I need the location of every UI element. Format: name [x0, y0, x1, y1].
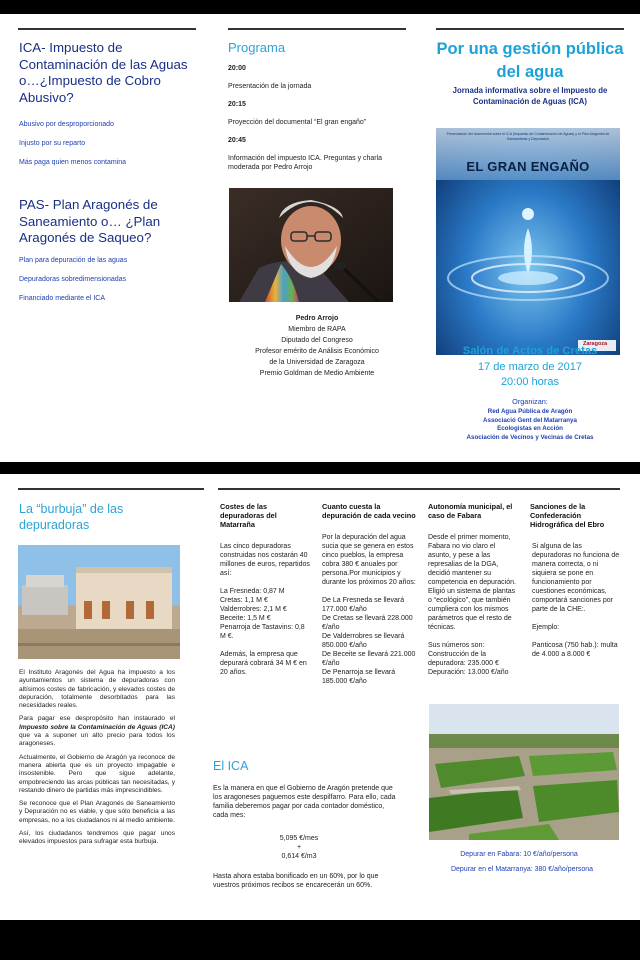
el-ica-text: Es la manera en que el Gobierno de Aragón pretende que los aragoneses paguemos este despilfarro. Para ello, cada familia deberemos pagar por cada contador doméstico, cada mes:: [213, 785, 396, 819]
brochure-page-front: [0, 14, 640, 462]
event-venue: Salón de Actos de Cretas: [462, 345, 598, 357]
cuanto-item-3: De Valderrobres se llevará 850.000 €/año: [322, 633, 405, 649]
cuanto-section: [322, 502, 416, 686]
organizan-label: Organizan:: [512, 397, 548, 406]
autonomia-text: Desde el primer momento, Fabara no vio claro el asunto, y pese a las represalias de la DGA, decidió mantener su competencia en depuración. Eligió un sistema de plantas o “ecológico”, que también cumpliera con los mismos parámetros que el resto de técnicas.: [428, 534, 516, 631]
costes-section: [220, 502, 312, 677]
pas-title: PAS- Plan Aragonés de Saneamiento o… ¿Plan Aragonés de Saqueo?: [19, 197, 161, 245]
costes-intro: Las cinco depuradoras construidas nos costarán 40 millones de euros, repartidos así:: [220, 543, 310, 577]
speaker-bio-2: Diputado del Congreso: [281, 337, 353, 344]
coste-item-4: Beceite: 1,5 M €: [220, 615, 271, 622]
speaker-bio-4: de la Universidad de Zaragoza: [269, 359, 365, 366]
organizer-2: Associació Gent del Matarranya: [483, 416, 577, 424]
divider: [18, 488, 204, 490]
cuanto-item-4: De Beceite se llevará 221.000 €/año: [322, 651, 416, 667]
sanciones-example: Panticosa (750 hab.): multa de 4.000 a 8.000 €: [532, 642, 618, 658]
program-text-1: Presentación de la jornada: [228, 83, 312, 90]
treatment-plant-illustration: [18, 545, 180, 659]
burbuja-paragraph-1: El Instituto Aragonés del Agua ha impuesto a los ayuntamientos un sistema de depuradoras con altísimos costes de fabricación, y elevados costes de depuración, totalmente desorbitados para las necesidades reales.: [19, 669, 175, 710]
burbuja-paragraph-3: Actualmente, el Gobierno de Aragón ya reconoce de manera abierta que es un proyecto impagable e insostenible. Pero que sigue adelante, empobreciendo las arcas públicas tan necesitadas, y restando dinero de partidas más imprescindibles.: [19, 753, 175, 794]
speaker-bio-3: Profesor emérito de Análisis Económico: [255, 348, 379, 355]
speaker-photo: [229, 188, 393, 302]
event-details: [436, 344, 624, 442]
autonomia-number-2: Depuración: 13.000 €/año: [428, 669, 509, 676]
program-text-2: Proyección del documental “El gran engaño”: [228, 119, 367, 126]
cuanto-item-2: De Cretas se llevará 228.000 €/año: [322, 615, 413, 631]
speaker-info: [228, 314, 406, 378]
sanciones-heading: Sanciones de la Confederación Hidrográfica del Ebro: [530, 502, 605, 529]
speaker-portrait-illustration: [229, 188, 393, 302]
organizer-3: Ecologistas en Acción: [497, 425, 563, 432]
fabara-reed-beds-illustration: [429, 704, 619, 840]
burbuja-paragraph-5: Así, los ciudadanos tendremos que pagar unos elevados impuestos para sufragar esta burbuja.: [19, 830, 175, 846]
el-ica-title: El ICA: [213, 759, 249, 773]
coste-item-3: Valderrobres: 2,1 M €: [220, 606, 287, 613]
divider: [228, 28, 406, 30]
divider: [436, 28, 624, 30]
coste-item-2: Cretas: 1,1 M €: [220, 597, 268, 604]
event-header: [436, 38, 624, 107]
event-time: 20:00 horas: [500, 376, 560, 388]
divider: [218, 488, 620, 490]
ica-fee-plus: +: [296, 844, 302, 851]
cuanto-item-1: De La Fresneda se llevará 177.000 €/año: [322, 597, 405, 613]
autonomia-heading: Autonomía municipal, el caso de Fabara: [428, 502, 513, 520]
el-ica-section: [213, 759, 397, 890]
coste-item-1: La Fresneda: 0,87 M: [220, 588, 285, 595]
fabara-caption: Depurar en Fabara: 10 €/año/persona: [460, 851, 578, 858]
el-ica-footer: Hasta ahora estaba bonificado en un 60%, por lo que vuestros próximos recibos se encarecerán un 60%.: [213, 873, 379, 889]
sanciones-text: Si alguna de las depuradoras no funciona de manera correcta, o ni siquiera se pone en funcionamiento por cuestiones económicas, comportará sanciones por parte de la CHE:.: [532, 543, 620, 613]
program-time-2: 20:15: [228, 101, 246, 108]
speaker-name: Pedro Arrojo: [295, 315, 339, 322]
programa-section: [228, 40, 406, 172]
ica-fee-monthly: 5,095 €/mes: [279, 835, 319, 842]
ica-emphasis: Impuesto sobre la Contaminación de Aguas (ICA): [19, 723, 175, 731]
program-text-3: Información del impuesto ICA. Preguntas y charla moderada por Pedro Arrojo: [228, 155, 383, 171]
ica-point-2: Injusto por su reparto: [19, 140, 86, 147]
program-time-3: 20:45: [228, 137, 246, 144]
program-time-1: 20:00: [228, 65, 246, 72]
pas-point-2: Depuradoras sobredimensionadas: [19, 275, 127, 283]
organizer-1: Red Agua Pública de Aragón: [487, 408, 573, 415]
event-date: 17 de marzo de 2017: [478, 361, 582, 373]
burbuja-paragraph-4: Se reconoce que el Plan Aragonés de Saneamiento y Depuración no es viable, y que sólo beneficia a las empresas, no a los ciudadanos ni al medio ambiente.: [19, 800, 175, 824]
brochure-page-back: [0, 474, 640, 920]
coste-item-5: Penarroja de Tastavins: 0,8 M €.: [220, 624, 305, 640]
fabara-plant-photo: [429, 704, 619, 840]
sanciones-example-label: Ejemplo:: [532, 624, 560, 631]
autonomia-numbers-label: Sus números son:: [428, 642, 485, 649]
treatment-plant-photo: [18, 545, 180, 659]
pas-section: [19, 197, 197, 303]
pas-point-1: Plan para depuración de las aguas: [19, 256, 128, 264]
event-subtitle: Jornada informativa sobre el Impuesto de Contaminación de Aguas (ICA): [452, 86, 608, 106]
poster-caption: Presentación del documental sobre el ICA (Impuesto de Contaminación de Aguas) y el Plan Aragonés de Saneamiento y Depuración: [446, 132, 610, 141]
cuanto-intro: Por la depuración del agua sucia que se genera en estos cinco pueblos, la empresa cobra 380 € anuales por persona.Por municipios y durante los próximos 20 años:: [322, 534, 416, 586]
organizer-4: Asociación de Vecinos y Vecinas de Cretas: [466, 433, 594, 441]
cuanto-heading: Cuanto cuesta la depuración de cada vecino: [322, 502, 416, 520]
cuanto-item-5: De Penarroja se llevará 185.000 €/año: [322, 669, 396, 685]
burbuja-body: [19, 669, 175, 847]
burbuja-title: La “burbuja” de las depuradoras: [19, 502, 124, 532]
ica-section: [19, 40, 197, 167]
costes-footer: Además, la empresa que depurará cobrará 34 M € en 20 años.: [220, 651, 307, 676]
speaker-bio-1: Miembro de RAPA: [288, 326, 346, 333]
divider: [18, 28, 196, 30]
ica-point-3: Más paga quien menos contamina: [19, 159, 127, 166]
ica-fee-m3: 0,614 €/m3: [281, 853, 317, 860]
zaragoza-logo: Zaragoza: [583, 341, 608, 347]
costes-heading: Costes de las depuradoras del Matarraña: [220, 502, 277, 529]
pas-point-3: Financiado mediante el ICA: [19, 294, 105, 302]
burbuja-paragraph-2: Para pagar ese despropósito han instaurado el Impuesto sobre la Contaminación de Aguas (ICA) que va a suponer un alto precio para todos los aragoneses.: [19, 715, 175, 748]
sanciones-section: [530, 502, 620, 659]
documentary-poster: [436, 128, 620, 355]
autonomia-number-1: Construcción de la depuradora: 235.000 €: [428, 651, 499, 667]
event-title: Por una gestión pública del agua: [436, 40, 624, 81]
matarranya-caption: Depurar en el Matarranya: 380 €/año/persona: [450, 866, 594, 873]
programa-title: Programa: [228, 40, 286, 55]
autonomia-section: [428, 502, 520, 677]
speaker-bio-5: Premio Goldman de Medio Ambiente: [259, 370, 375, 377]
burbuja-section: [19, 502, 179, 533]
ica-title: ICA- Impuesto de Contaminación de las Aguas o…¿Impuesto de Cobro Abusivo?: [19, 40, 188, 105]
poster-title: EL GRAN ENGAÑO: [466, 159, 590, 174]
ica-point-1: Abusivo por desproporcionado: [19, 121, 114, 128]
